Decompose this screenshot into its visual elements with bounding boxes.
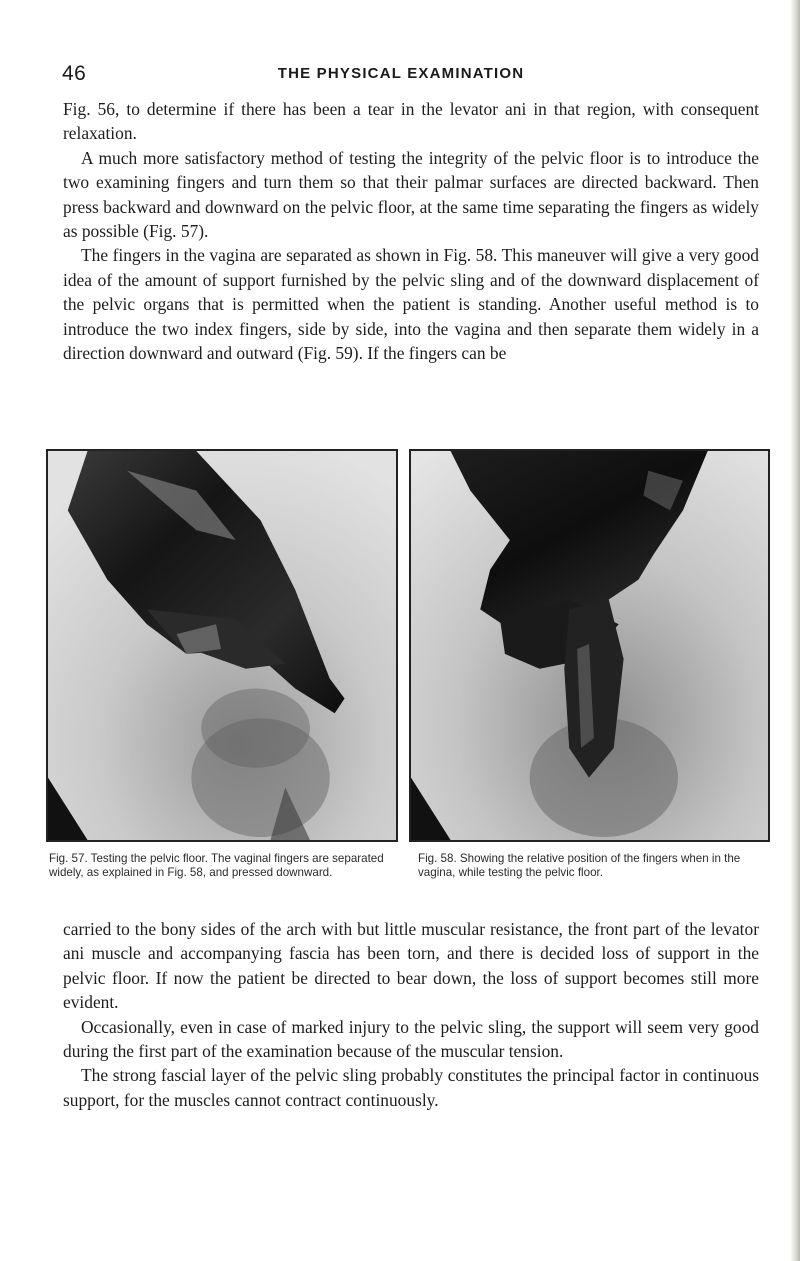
figure-58-caption: Fig. 58. Showing the relative position of the fingers when in the vagina, while testing the pelvic floor. [418,852,741,880]
page-edge-shadow [790,0,800,1261]
figure-58-photo [409,449,770,842]
paragraph: The fingers in the vagina are separated as shown in Fig. 58. This maneuver will give a very good idea of the amount of support furnished by the pelvic sling and of the downward displacement of the pelvic organs that is permitted when the patient is standing. Another useful method is to introduce the two index fingers, side by side, into the vagina and then separate them widely in a direction downward and outward (Fig. 59). If the fingers can be [63,245,759,364]
gloved-hand-illustration [411,451,768,840]
running-head: THE PHYSICAL EXAMINATION [277,65,525,82]
page-number: 46 [62,62,87,85]
figure-57-caption: Fig. 57. Testing the pelvic floor. The vaginal fingers are separated widely, as explained in Fig. 58, and pressed downward. [49,852,384,880]
paragraph: A much more satisfactory method of testing the integrity of the pelvic floor is to introduce the two examining fingers and turn them so that their palmar surfaces are directed backward. Then press backward and downward on the pelvic floor, at the same time separating the fingers as widely as possible (Fig. 57). [63,147,759,242]
body-text-top [63,97,759,365]
paragraph: The strong fascial layer of the pelvic sling probably constitutes the principal factor in continuous support, for the muscles cannot contract continuously. [63,1065,759,1110]
gloved-hand-illustration [48,451,396,840]
paragraph-continued: carried to the bony sides of the arch with but little muscular resistance, the front part of the levator ani muscle and accompanying fascia has been torn, and there is decided loss of support in the pelvic floor. If now the patient be directed to bear down, the loss of support becomes still more evident. [63,919,759,1013]
paragraph: Occasionally, even in case of marked injury to the pelvic sling, the support will seem very good during the first part of the examination because of the muscular tension. [63,1016,759,1062]
page-header [62,62,740,86]
figure-57-photo [46,449,398,842]
paragraph-continued: Fig. 56, to determine if there has been a tear in the levator ani in that region, with consequent relaxation. [63,99,759,144]
body-text-bottom [63,917,759,1112]
